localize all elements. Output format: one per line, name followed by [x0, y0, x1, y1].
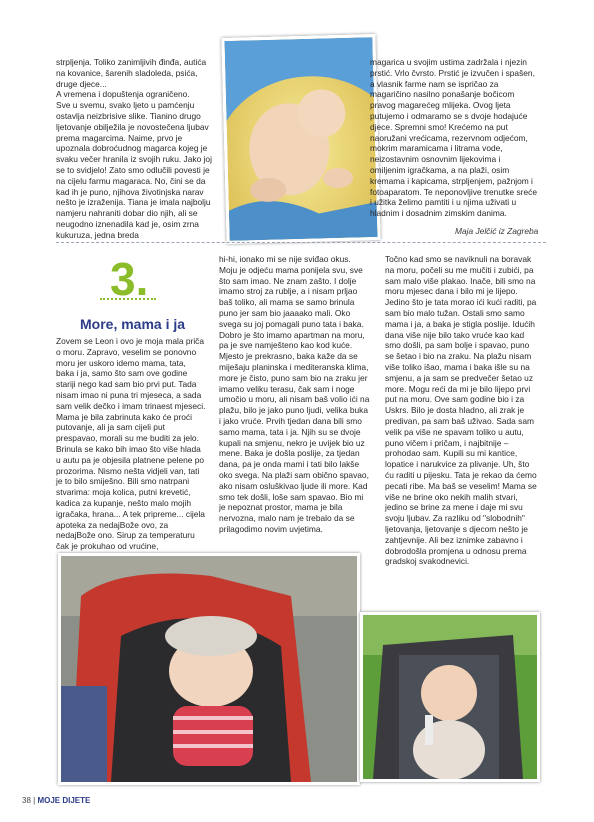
page-footer: 38 | MOJE DIJETE: [22, 796, 91, 805]
article-title: More, mama i ja: [80, 316, 186, 332]
toddler-eating-photo: [360, 612, 540, 782]
article-column-3: [385, 254, 538, 567]
top-left-text: [56, 57, 214, 241]
paragraph: strpljenja. Toliko zanimljivih đinđa, autića na kovanice, šarenih sladoleda, psića, druge djece...: [56, 57, 207, 89]
dotted-underline: [100, 298, 156, 300]
paragraph: A vremena i dopuštenja ograničeno.: [56, 89, 190, 100]
top-right-text: [370, 57, 538, 219]
paragraph: Točno kad smo se naviknuli na boravak na moru, počeli su me mučiti i zubići, pa sam malo više plakao. Inače, bili smo na moru mjesec dana i bilo mi je lijepo. Jedino što je tata morao ići kući raditi, pa sam bio malo tužan. Ostali smo samo mama i ja, a baka je stigla poslije. Idućih dana više nije bilo tako vruće kao kad smo došli, pa sam bolje i spavao, puno se šetao i bio na zraku. Na plažu nisam više toliko išao, mama i baka išle su na smjenu, a ja sam se predvečer šetao uz more. Mogu reći da mi je bilo lijepo prvi put na moru. Ove sam godine bio i za Uskrs. Bilo je dosta hladno, ali zrak je predivan, pa sam baš uživao. Sada sam velik pa više ne spavam toliko u autu, puno vičem i pričam, i najbitnije – prohodao sam. Kupili su mi kantice, lopatice i narukvice za plivanje. Uh, što ću raditi u pijesku. Tata je rekao da ćemo pecati ribe. Ma baš se veselim! Mama se više ne brine oko nekih malih stvari, jedino se brine za mene i daje mi svu svoju ljubav. Za razliku od "slobodnih" ljetovanja, ljetovanje s djecom nešto je zahtjevnije. Ali bez iznimke zabavno i dobrodošla promjena u odnosu prema gradskoj svakodnevici.: [385, 254, 537, 567]
baby-in-stroller-photo: [58, 553, 360, 785]
paragraph: hi-hi, ionako mi se nije sviđao okus. Moju je odjeću mama ponijela svu, sve što sam imao. Ne znam zašto. I dolje imamo stroj za rublje, a i nisam prljao baš toliko, ali mama se samo brinula puno jer sam bio jaaaako mali. Oko svega su joj pomagali puno tata i baka. Dobro je što imamo apartman na moru, pa je sve namješteno kao kod kuće. Mjesto je prekrasno, baka kaže da se miješaju planinska i mediteranska klima, more je čisto, puno sam bio na zraku jer imamo veliku terasu, čak sam i noge umočio u moru, ali nisam baš volio ići na plažu, bilo je jako puno ljudi, velika buka i jako vruće. Prvih tjedan dana bili smo samo mama, tata i ja. Njih su se dvoje kupali na smjenu, nekro je uvijek bio uz mene. Baka je došla poslije, za tjedan dana, pa je onda mami i tati bilo lakše oko svega. Na plaži sam obično spavao, ako nisam osluškivao ljude ili more. Kad smo tek došli, loše sam spavao. Bio mi je nepoznat prostor, mama je bila nervozna, malo nam je trebalo da se prilagodimo novim uvjetima.: [219, 254, 370, 534]
paragraph: magarica u svojim ustima zadržala i njezin prstić. Vrlo čvrsto. Prstić je izvučen i spašen, a vlasnik farme nam se ispričao za magaričino nasilno ponašanje bočicom pravog magarećeg mlijeka. Ovog ljeta putujemo i odmaramo se s dvoje hodajuće djece. Spremni smo! Krećemo na put naoružani vrećicama, rezervnom odjećom, mokrim maramicama i litrama vode, neizostavnim osnovnim lijekovima i omiljenim igračkama, a na plaži, osim kremama i kapicama, strpljenjem, pažnjom i fotoaparatom. Te neponovljive trenutke sreće i užitka želimo pamtiti i u njima uživati u hladnim i dosadnim zimskim danima.: [370, 57, 537, 219]
toddler-on-towel-photo: [221, 34, 380, 244]
author-signature: Maja Jelčić iz Zagreba: [455, 226, 539, 236]
article-column-1: [56, 336, 206, 552]
page-number: 38: [22, 796, 31, 805]
section-divider: [56, 242, 546, 243]
article-column-2: [219, 254, 371, 535]
paragraph: Zovem se Leon i ovo je moja mala priča o moru. Zapravo, veselim se ponovno moru jer uskoro idemo mama, tata, baka i ja, samo što sam ove godine stariji nego kad sam bio prvi put. Tada nisam imao ni puna tri mjeseca, a sada sam velik dečko i imam trinaest mjeseci. Mama je bila zabrinuta kako će proći putovanje, ali ja sam cijeli put prespavao, morali su me buditi za jelo. Brinula se kako bih imao što više hlada u autu pa je objesila platnene pelene po prozorima. Nismo nešta vidjeli van, tati je to bilo smiješno. Bili smo natrpani stvarima: moja kolica, putni krevetić, kadica za kupanje, nešto malo mojih igračaka, hrana... A tek pripreme... cijela apoteka za nedajBože ovo, za nedajBože ono. Sirup za temperaturu čak je prokuhao od vrućine,: [56, 336, 206, 552]
section-number: 3.: [110, 253, 149, 305]
paragraph: Sve u svemu, svako ljeto u pamćenju ostavlja neizbrisive slike. Tianino drugo ljetovanje obilježila je novostečena ljubav prema magarcima. Naime, prvo je upoznala dobroćudnog magarca kojeg je svaku večer hranila iz svojih ruku. Jako joj se to svidjelo! Zato smo odlučili povesti je na cijelu farmu magaraca. No, čini se da kad ih je puno, njihova životinjska narav nešto je izraženija. Tiana je imala najbolju namjeru nahraniti dobar dio njih, ali se neugodno iznenadila kad je, osim zrna kukuruza, jedna breda: [56, 100, 212, 240]
magazine-name: MOJE DIJETE: [37, 796, 91, 805]
